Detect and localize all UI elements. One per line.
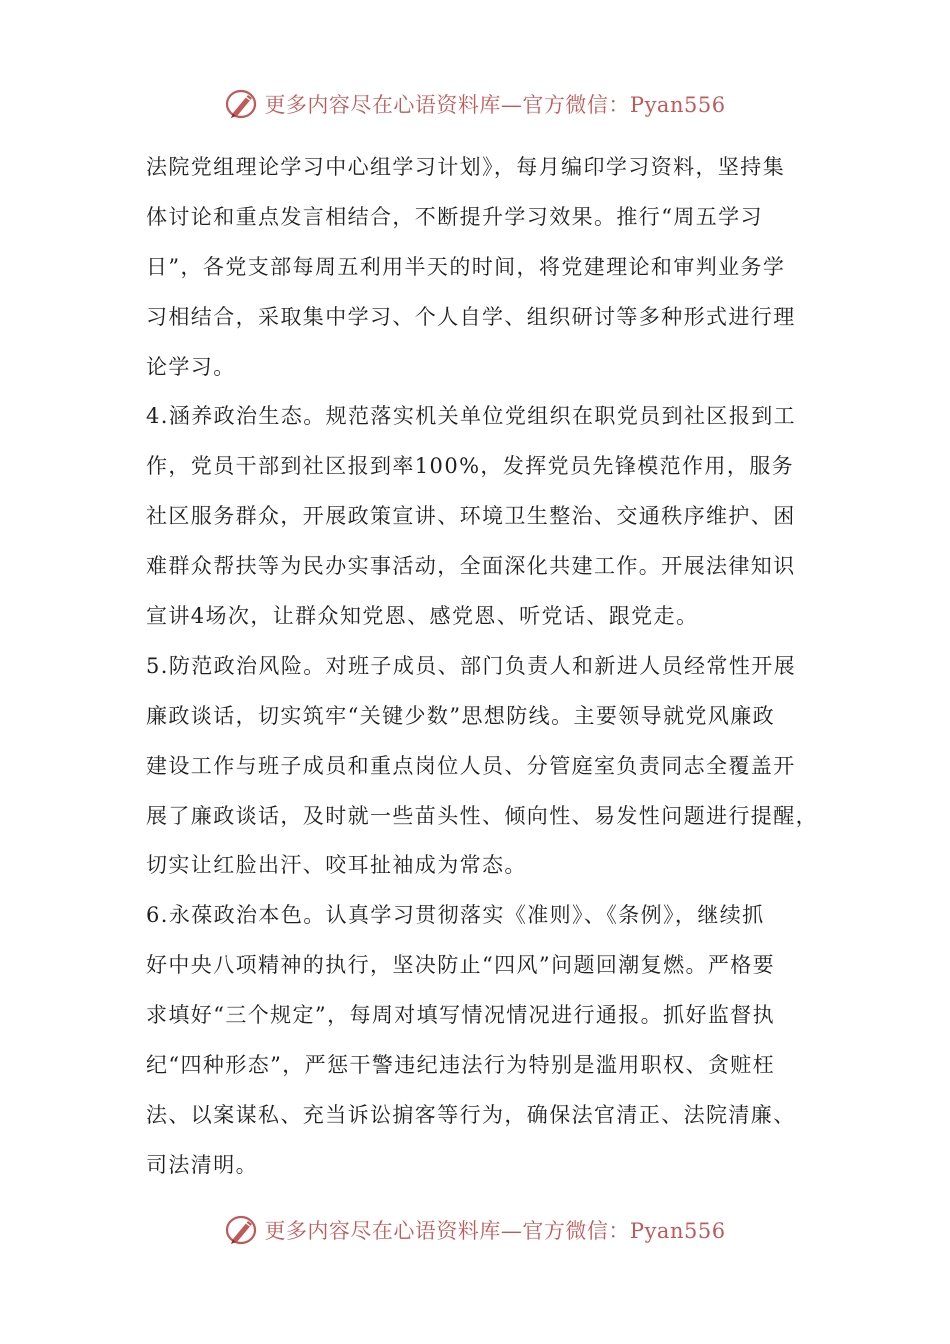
text-line: 4.涵养政治生态。规范落实机关单位党组织在职党员到社区报到工 <box>146 404 797 429</box>
footer-watermark <box>0 1210 950 1250</box>
text-line: 6.永葆政治本色。认真学习贯彻落实《准则》、《条例》，继续抓 <box>146 903 765 928</box>
text-line: 廉政谈话，切实筑牢“关键少数”思想防线。主要领导就党风廉政 <box>146 703 776 728</box>
watermark-text: 更多内容尽在心语资料库—官方微信：Pyan556 <box>264 93 726 117</box>
pen-logo-icon <box>224 1213 260 1247</box>
document-body <box>146 143 826 1191</box>
text-line: 法院党组理论学习中心组学习计划》，每月编印学习资料，坚持集 <box>146 155 786 179</box>
text-line: 5.防范政治风险。对班子成员、部门负责人和新进人员经常性开展 <box>146 653 797 678</box>
text-line: 展了廉政谈话，及时就一些苗头性、倾向性、易发性问题进行提醒， <box>146 803 818 828</box>
text-line: 纪“四种形态”，严惩干警违纪违法行为特别是滥用职权、贪赃枉 <box>146 1053 776 1078</box>
text-line: 好中央八项精神的执行，坚决防止“四风”问题回潮复燃。严格要 <box>146 953 776 978</box>
text-line: 求填好“三个规定”，每周对填写情况情况进行通报。抓好监督执 <box>146 1003 776 1028</box>
text-line: 难群众帮扶等为民办实事活动，全面深化共建工作。开展法律知识 <box>146 554 796 579</box>
pen-logo-icon <box>224 87 260 121</box>
text-line: 建设工作与班子成员和重点岗位人员、分管庭室负责同志全覆盖开 <box>146 753 796 778</box>
text-line: 日”，各党支部每周五利用半天的时间，将党建理论和审判业务学 <box>146 254 786 279</box>
text-line: 论学习。 <box>146 354 236 379</box>
text-line: 切实让红脸出汗、咬耳扯袖成为常态。 <box>146 853 527 878</box>
text-line: 宣讲4场次，让群众知党恩、感党恩、听党话、跟党走。 <box>146 604 699 629</box>
text-line: 作，党员干部到社区报到率100%，发挥党员先锋模范作用，服务 <box>146 454 795 479</box>
text-line: 社区服务群众，开展政策宣讲、环境卫生整治、交通秩序维护、困 <box>146 504 796 529</box>
header-watermark <box>0 84 950 124</box>
watermark-text: 更多内容尽在心语资料库—官方微信：Pyan556 <box>264 1219 726 1243</box>
text-line: 法、以案谋私、充当诉讼掮客等行为，确保法官清正、法院清廉、 <box>146 1102 796 1127</box>
text-line: 习相结合，采取集中学习、个人自学、组织研讨等多种形式进行理 <box>146 304 796 329</box>
text-line: 司法清明。 <box>146 1152 258 1177</box>
text-line: 体讨论和重点发言相结合，不断提升学习效果。推行“周五学习 <box>146 204 763 229</box>
